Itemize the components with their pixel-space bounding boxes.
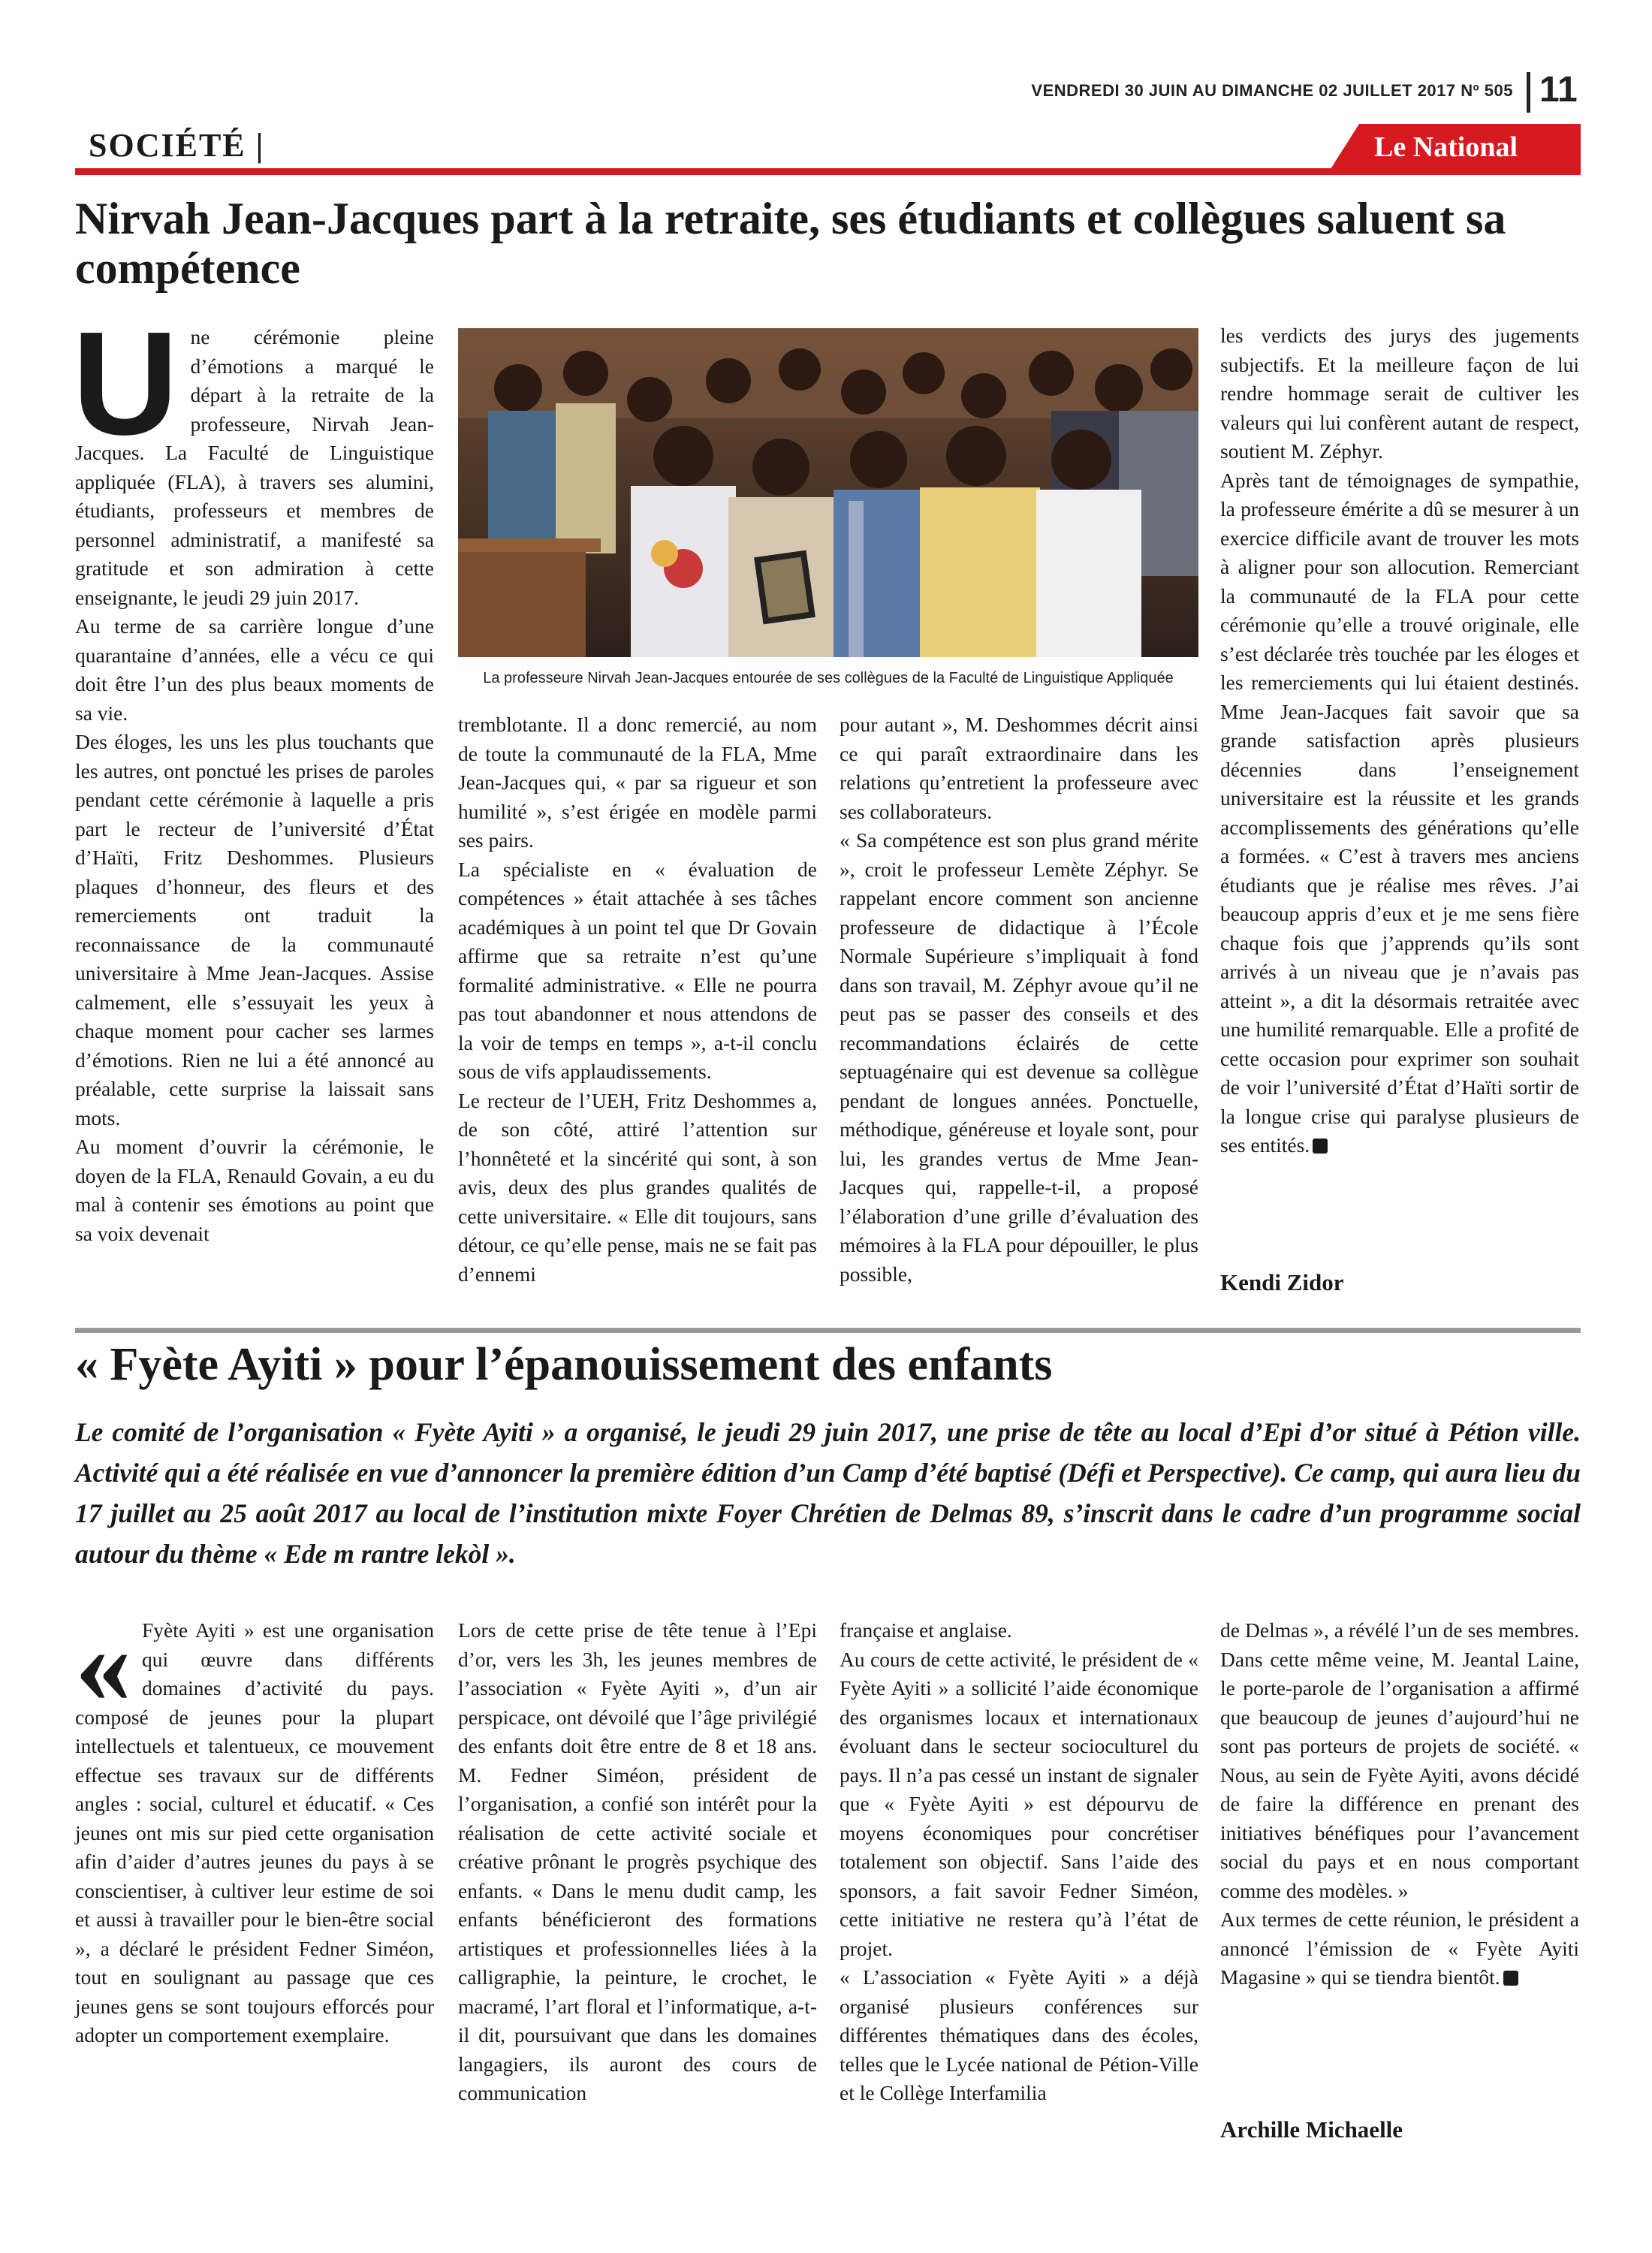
section-rule	[75, 168, 1581, 175]
section-label: SOCIÉTÉ |	[89, 127, 265, 164]
article-divider	[75, 1328, 1581, 1333]
paragraph: Au moment d’ouvrir la cérémonie, le doyen de la FLA, Renauld Govain, a eu du mal à contenir ses émotions au point que sa voix devenait	[75, 1135, 434, 1245]
paragraph: Au terme de sa carrière longue d’une quarantaine d’années, elle a vécu ce qui doit être l’un des plus beaux moments de sa vie.	[75, 614, 434, 725]
article-1-column-1	[72, 301, 434, 1248]
article-2-column-4	[1220, 1616, 1579, 1992]
article-2-headline: « Fyète Ayiti » pour l’épanouissement des enfants	[75, 1339, 1053, 1390]
paragraph-text: Aux termes de cette réunion, le président a annoncé l’émission de « Fyète Ayiti Magasine » qui se tiendra bientôt.	[1220, 1908, 1579, 1989]
paragraph: française et anglaise.	[840, 1618, 1012, 1642]
paragraph: La spécialiste en « évaluation de compétences » était attachée à ses tâches académiques à un point tel que Dr Govain affirme que sa retraite n’est qu’une formalité administrative. « Elle ne pourra pas tout abandonner et nous attendons de la voir de temps en temps », a-t-il conclu sous de vifs applaudissements.	[458, 857, 817, 1083]
paragraph: de Delmas », a révélé l’un de ses membres. Dans cette même veine, M. Jeantal Laine, le porte-parole de l’organisation a affirmé que beaucoup de jeunes d’aujourd’hui ne sont pas porteurs de projets de société. « Nous, au sein de Fyète Ayiti, avons décidé de faire la différence en prenant des initiatives bénéfiques pour l’avancement social du pays et en nous comportant comme des modèles. »	[1220, 1618, 1579, 1902]
article-1-dropcap: U	[72, 301, 179, 466]
paragraph: Le recteur de l’UEH, Fritz Deshommes a, de son côté, attiré l’attention sur l’honnêteté et la sincérité qui sont, à son avis, deux des plus grandes qualités de cette universitaire. « Elle dit toujours, sans détour, ce qu’elle pense, mais ne se fait pas d’ennemi	[458, 1088, 817, 1286]
article-1-photo	[458, 328, 1198, 657]
article-1-column-3	[840, 710, 1198, 1289]
paragraph: tremblotante. Il a donc remercié, au nom de toute la communauté de la FLA, Mme Jean-Jacques qui, « par sa rigueur et son humilité », s’est érigée en modèle parmi ses pairs.	[458, 713, 817, 852]
article-2-intro: Le comité de l’organisation « Fyète Ayiti » a organisé, le jeudi 29 juin 2017, une prise de tête au local d’Epi d’or situé à Pétion ville. Activité qui a été réalisée en vue d’annoncer la première édition d’un Camp d’été baptisé (Défi et Perspective). Ce camp, qui aura lieu du 17 juillet au 25 août 2017 au local de l’institution mixte Foyer Chrétien de Delmas 89, s’inscrit dans le cadre d’un programme social autour du thème « Ede m rantre lekòl ».	[75, 1417, 1581, 1569]
paragraph: pour autant », M. Deshommes décrit ainsi ce qui paraît extraordinaire dans les relations qu’entretient la professeure avec ses collaborateurs.	[840, 713, 1198, 823]
article-2-column-3	[840, 1616, 1198, 2108]
end-mark-icon	[1503, 1971, 1518, 1986]
paragraph	[1220, 1905, 1579, 1992]
photo-caption: La professeure Nirvah Jean-Jacques entourée de ses collègues de la Faculté de Linguistique Appliquée	[483, 670, 1174, 686]
article-2-dropcap: «	[75, 1602, 131, 1727]
article-2-column-2	[458, 1616, 817, 2108]
article-1-column-4	[1220, 321, 1579, 1160]
paragraph: Fyète Ayiti » est une organisation qui œuvre dans différents domaines d’activité du pays. composé de jeunes pour la plupart intellectuels et talentueux, ce mouvement effectue ses travaux sur de différents angles : social, culturel et éducatif. « Ces jeunes ont mis sur pied cette organisation afin d’aider d’autres jeunes du pays à se conscientiser, à cultiver leur estime de soi et aussi à travailler pour le bien-être social », a déclaré le président Fedner Siméon, tout en soulignant au passage que ces jeunes gens se sont toujours efforcés pour adopter un comportement exemplaire.	[75, 1618, 434, 2046]
paragraph: Des éloges, les uns les plus touchants que les autres, ont ponctué les prises de paroles pendant cette cérémonie à laquelle a pris part le recteur de l’université d’État d’Haïti, Fritz Deshommes. Plusieurs plaques d’honneur, des fleurs et des remerciements ont traduit la reconnaissance de la communauté universitaire à Mme Jean-Jacques. Assise calmement, elle s’essuyait les yeux à chaque moment pour cacher ses larmes d’émotions. Rien ne lui a été annoncé au préalable, cette surprise la laissait sans mots.	[75, 730, 434, 1130]
newspaper-name: Le National	[1374, 131, 1518, 163]
paragraph: les verdicts des jurys des jugements subjectifs. Et la meilleure façon de lui rendre hommage serait de cultiver les valeurs qui lui confèrent autant de respect, soutient M. Zéphyr.	[1220, 324, 1579, 463]
article-2-byline: Archille Michaelle	[1220, 2116, 1403, 2143]
paragraph: ne cérémonie pleine d’émotions a marqué le départ à la retraite de la professeure, Nirvah Jean-Jacques. La Faculté de Linguistique appliquée (FLA), à travers ses alumini, étudiants, professeurs et membres de personnel administratif, a manifesté sa gratitude et son admiration à cette enseignante, le jeudi 29 juin 2017.	[75, 325, 434, 609]
paragraph: Au cours de cette activité, le président de « Fyète Ayiti » a sollicité l’aide économique des organismes locaux et internationaux évoluant dans le secteur socioculturel du pays. Il n’a pas cessé un instant de signaler que « Fyète Ayiti » est dépourvu de moyens économiques pour concrétiser totalement son objectif. Sans l’aide des sponsors, a fait savoir Fedner Siméon, cette initiative ne restera qu’à l’état de projet.	[840, 1647, 1198, 1960]
issue-date: VENDREDI 30 JUIN AU DIMANCHE 02 JUILLET 2017 Nº 505	[1031, 81, 1513, 100]
article-2-column-1	[75, 1602, 434, 2050]
article-1-byline: Kendi Zidor	[1220, 1269, 1344, 1295]
end-mark-icon	[1313, 1139, 1328, 1154]
paragraph	[1220, 466, 1579, 1160]
paragraph: « L’association « Fyète Ayiti » a déjà organisé plusieurs conférences sur différentes thématiques dans des écoles, telles que le Lycée national de Pétion-Ville et le Collège Interfamilia	[840, 1965, 1198, 2104]
article-1-column-2	[458, 710, 817, 1289]
paragraph: « Sa compétence est son plus grand mérite », croit le professeur Lemète Zéphyr. Se rappelant encore comment son ancienne professeure de didactique à l’École Normale Supérieure s’impliquait à fond dans son travail, M. Zéphyr avoue qu’il ne peut pas se passer des conseils et des recommandations éclairés de cette septuagénaire qui est devenue sa collègue pendant de longues années. Ponctuelle, méthodique, généreuse et loyale sont, pour lui, les grandes vertus de Mme Jean-Jacques qui, rappelle-t-il, a proposé l’élaboration d’une grille d’évaluation des mémoires à la FLA pour dépouiller, le plus possible,	[840, 828, 1198, 1286]
group-photo-image	[458, 328, 1198, 657]
paragraph-text: Après tant de témoignages de sympathie, la professeure émérite a dû se mesurer à un exercice difficile avant de trouver les mots à aligner pour son allocution. Remerciant la communauté de la FLA pour cette cérémonie qu’elle a trouvé originale, elle s’est déclarée très touchée par les éloges et les remerciements qui lui étaient destinés. Mme Jean-Jacques fait savoir que sa grande satisfaction après plusieurs décennies dans l’enseignement universitaire est la réussite et les grands accomplissements des générations qu’elle a formées. « C’est à travers mes anciens étudiants que je réalise mes rêves. J’ai beaucoup appris d’eux et je me sens fière chaque fois que j’apprends qu’ils sont arrivés à un niveau que je n’avais pas atteint », a dit la désormais retraitée avec une humilité remarquable. Elle a profité de cette occasion pour exprimer son souhait de voir l’université d’État d’Haïti sortir de la longue crise qui paralyse plusieurs de ses entités.	[1220, 468, 1579, 1157]
page-number-divider	[1527, 72, 1530, 113]
article-1-headline: Nirvah Jean-Jacques part à la retraite, ses étudiants et collègues saluent sa compétence	[75, 194, 1506, 293]
paragraph: Lors de cette prise de tête tenue à l’Epi d’or, vers les 3h, les jeunes membres de l’association « Fyète Ayiti », d’un air perspicace, ont dévoilé que l’âge privilégié des enfants doit être entre de 8 et 18 ans. M. Fedner Siméon, président de l’organisation, a confié son intérêt pour la réalisation de cette activité sociale et créative prônant le progrès psychique des enfants. « Dans le menu dudit camp, les enfants bénéficieront des formations artistiques et professionnelles liées à la calligraphie, la peinture, le crochet, le macramé, l’art floral et l’informatique, a-t-il dit, poursuivant que dans les domaines langagiers, ils auront des cours de communication	[458, 1618, 817, 2104]
page-number: 11	[1539, 70, 1578, 110]
